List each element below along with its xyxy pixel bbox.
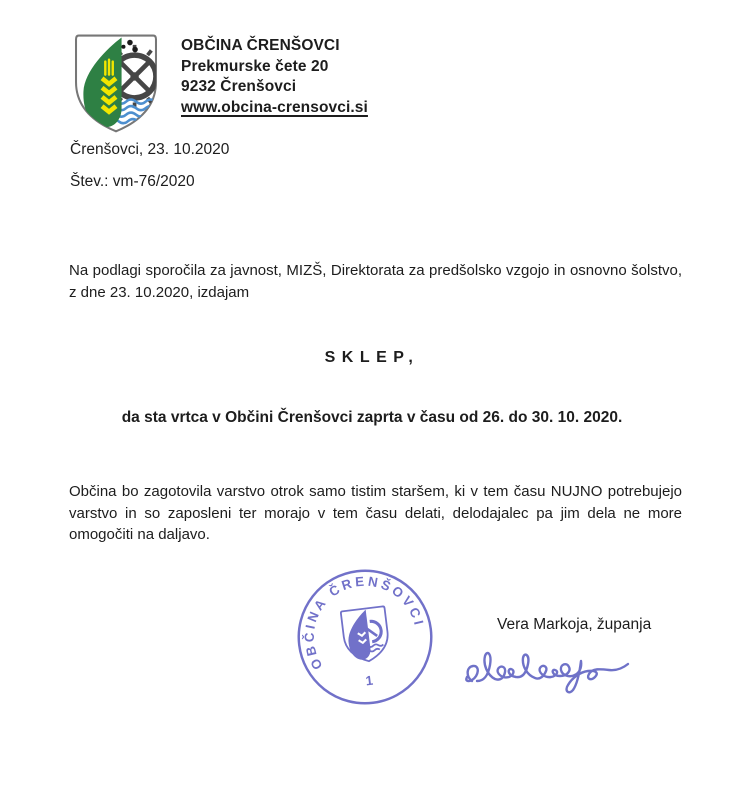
care-paragraph: Občina bo zagotovila varstvo otrok samo tistim staršem, ki v tem času NUJNO potrebujejo varstvo in so zaposleni ter morajo v tem času delati, delodajalec pa jim dela ne more omogočiti na daljavo. <box>69 483 682 543</box>
decision-heading: SKLEP, <box>324 349 420 366</box>
municipality-coat-of-arms-icon <box>68 30 164 136</box>
stamp-number: 1 <box>364 672 374 689</box>
handwritten-signature-icon <box>460 641 636 697</box>
reference-number: Štev.: vm-76/2020 <box>70 173 195 190</box>
place-and-date: Črenšovci, 23. 10.2020 <box>70 141 230 158</box>
org-website-link[interactable]: www.obcina-crensovci.si <box>181 98 368 116</box>
org-name: OBČINA ČRENŠOVCI <box>181 37 340 54</box>
letterhead <box>181 36 368 118</box>
org-address: Prekmurske čete 20 <box>181 57 329 75</box>
intro-paragraph: Na podlagi sporočila za javnost, MIZŠ, Direktorata za predšolsko vzgojo in osnovno šolstvo, z dne 23. 10.2020, izdajam <box>69 262 682 301</box>
official-stamp <box>286 558 444 716</box>
decision-statement: da sta vrtca v Občini Črenšovci zaprta v času od 26. do 30. 10. 2020. <box>121 409 623 426</box>
signer-name: Vera Markoja, županja <box>497 616 652 633</box>
stamp-arc-text: OBČINA ČRENŠOVCI <box>301 573 428 673</box>
org-postal-city: 9232 Črenšovci <box>181 78 297 95</box>
